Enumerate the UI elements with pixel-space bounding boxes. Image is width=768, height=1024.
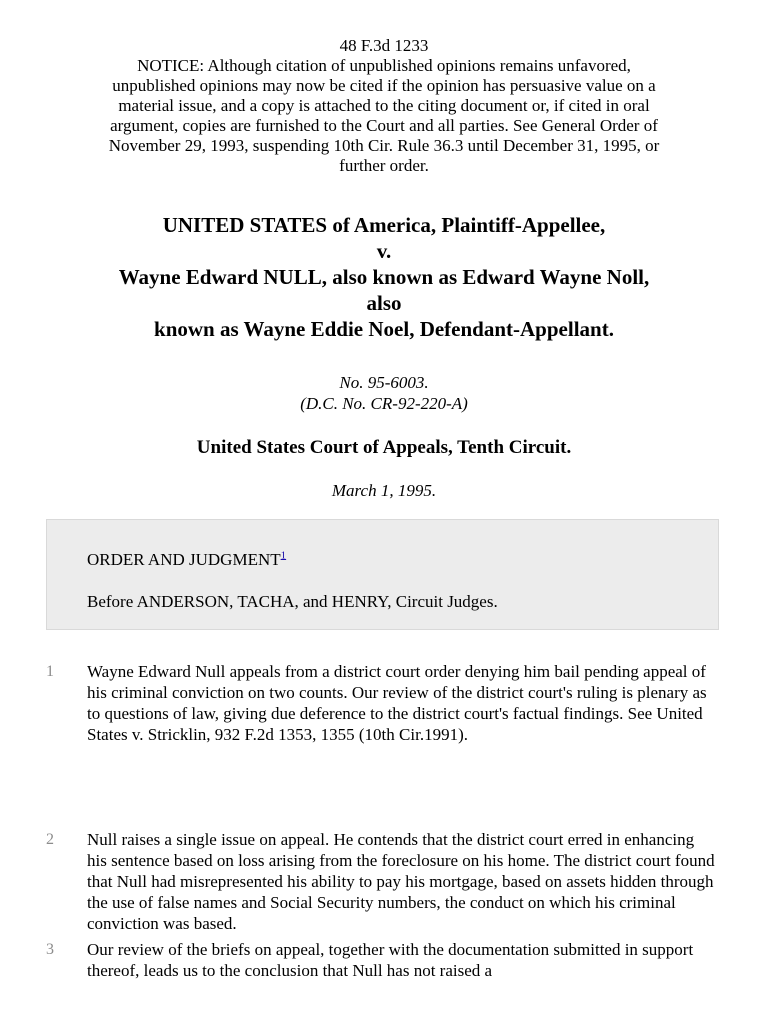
caption-line: known as Wayne Eddie Noel, Defendant-Appellant. [154, 317, 614, 341]
notice-line: material issue, and a copy is attached to the citing document or, if cited in oral [118, 96, 650, 115]
notice-line: argument, copies are furnished to the Court and all parties. See General Order of [110, 116, 658, 135]
notice-line: November 29, 1993, suspending 10th Cir. Rule 36.3 until December 31, 1995, or [108, 136, 660, 155]
order-title [87, 550, 286, 570]
caption-line: UNITED STATES of America, Plaintiff-Appellee, [162, 213, 606, 237]
paragraph-text: Null raises a single issue on appeal. He contends that the district court erred in enhancing his sentence based on loss arising from the foreclosure on his home. The district court found that Null had misrepresented his ability to pay his mortgage, based on assets hidden through the use of false names and Social Security numbers, the conduct on which his criminal conviction was based. [87, 830, 715, 933]
caption-line: v. [376, 239, 392, 263]
caption-line: Wayne Edward NULL, also known as Edward Wayne Noll, [118, 265, 650, 289]
citation: 48 F.3d 1233 [339, 36, 429, 55]
paragraph-number: 1 [46, 663, 54, 680]
paragraph-text: Wayne Edward Null appeals from a district court order denying him bail pending appeal of his criminal conviction on two counts. Our review of the district court's ruling is plenary as to questions of law, giving due deference to the district court's factual findings. See United States v. Stricklin, 932 F.2d 1353, 1355 (10th Cir.1991). [87, 662, 707, 744]
case-caption [30, 212, 738, 342]
docket-number: No. 95-6003. [339, 373, 429, 392]
caption-line: also [366, 291, 402, 315]
panel-judges: Before ANDERSON, TACHA, and HENRY, Circuit Judges. [87, 592, 498, 611]
footnote-link[interactable]: 1 [280, 549, 287, 562]
paragraph-number: 2 [46, 831, 54, 848]
order-box [46, 519, 719, 630]
district-court-number: (D.C. No. CR-92-220-A) [300, 394, 468, 413]
header-block [40, 36, 728, 176]
docket-info [40, 372, 728, 414]
paragraph-text: Our review of the briefs on appeal, together with the documentation submitted in support thereof, leads us to the conclusion that Null has not raised a [87, 940, 694, 980]
paragraph-number: 3 [46, 941, 54, 958]
order-title-text: ORDER AND JUDGMENT [87, 550, 281, 569]
court-name: United States Court of Appeals, Tenth Circuit. [196, 437, 572, 458]
notice-line: unpublished opinions may now be cited if the opinion has persuasive value on a [112, 76, 656, 95]
notice-line: further order. [339, 156, 429, 175]
notice-line: NOTICE: Although citation of unpublished opinions remains unfavored, [137, 56, 631, 75]
decision-date: March 1, 1995. [331, 481, 437, 500]
